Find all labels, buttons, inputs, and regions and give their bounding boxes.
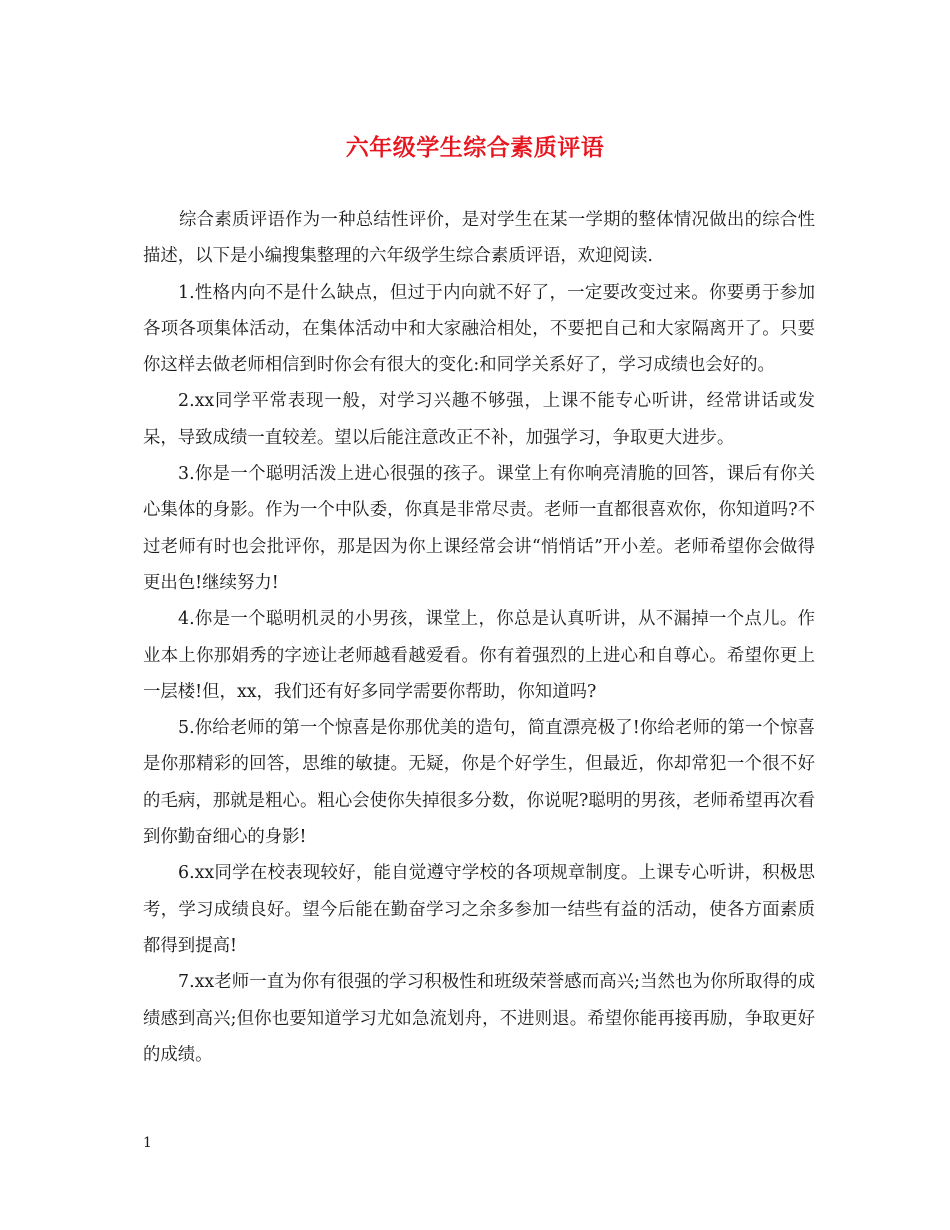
intro-paragraph: 综合素质评语作为一种总结性评价，是对学生在某一学期的整体情况做出的综合性描述，以下是小编搜集整理的六年级学生综合素质评语，欢迎阅读.: [143, 210, 815, 267]
document-title: 六年级学生综合素质评语: [345, 134, 605, 161]
document-body: [143, 202, 815, 1073]
comment-paragraph-2: 2.xx同学平常表现一般，对学习兴趣不够强，上课不能专心听讲，经常讲话或发呆，导致成绩一直较差。望以后能注意改正不补，加强学习，争取更大进步。: [143, 391, 815, 448]
comment-paragraph-7: 7.xx老师一直为你有很强的学习积极性和班级荣誉感而高兴;当然也为你所取得的成绩感到高兴;但你也要知道学习尤如急流划舟，不进则退。希望你能再接再励，争取更好的成绩。: [143, 972, 815, 1065]
comment-paragraph-5: 5.你给老师的第一个惊喜是你那优美的造句，简直漂亮极了!你给老师的第一个惊喜是你那精彩的回答，思维的敏捷。无疑，你是个好学生，但最近，你却常犯一个很不好的毛病，那就是粗心。粗心会使你失掉很多分数，你说呢?聪明的男孩，老师希望再次看到你勤奋细心的身影!: [143, 718, 815, 848]
comment-paragraph-1: 1.性格内向不是什么缺点，但过于内向就不好了，一定要改变过来。你要勇于参加各项各项集体活动，在集体活动中和大家融洽相处，不要把自己和大家隔离开了。只要你这样去做老师相信到时你会有很大的变化:和同学关系好了，学习成绩也会好的。: [143, 282, 815, 376]
comment-paragraph-4: 4.你是一个聪明机灵的小男孩，课堂上，你总是认真听讲，从不漏掉一个点儿。作业本上你那娟秀的字迹让老师越看越爱看。你有着强烈的上进心和自尊心。希望你更上一层楼!但，xx，我们还有好多同学需要你帮助，你知道吗?: [143, 609, 815, 702]
comment-paragraph-3: 3.你是一个聪明活泼上进心很强的孩子。课堂上有你响亮清脆的回答，课后有你关心集体的身影。作为一个中队委，你真是非常尽责。老师一直都很喜欢你，你知道吗?不过老师有时也会批评你，那是因为你上课经常会讲“悄悄话”开小差。老师希望你会做得更出色!继续努力!: [143, 464, 815, 593]
comment-paragraph-6: 6.xx同学在校表现较好，能自觉遵守学校的各项规章制度。上课专心听讲，积极思考，学习成绩良好。望今后能在勤奋学习之余多参加一结些有益的活动，使各方面素质都得到提高!: [143, 863, 815, 956]
page-number: 1: [143, 1135, 152, 1151]
